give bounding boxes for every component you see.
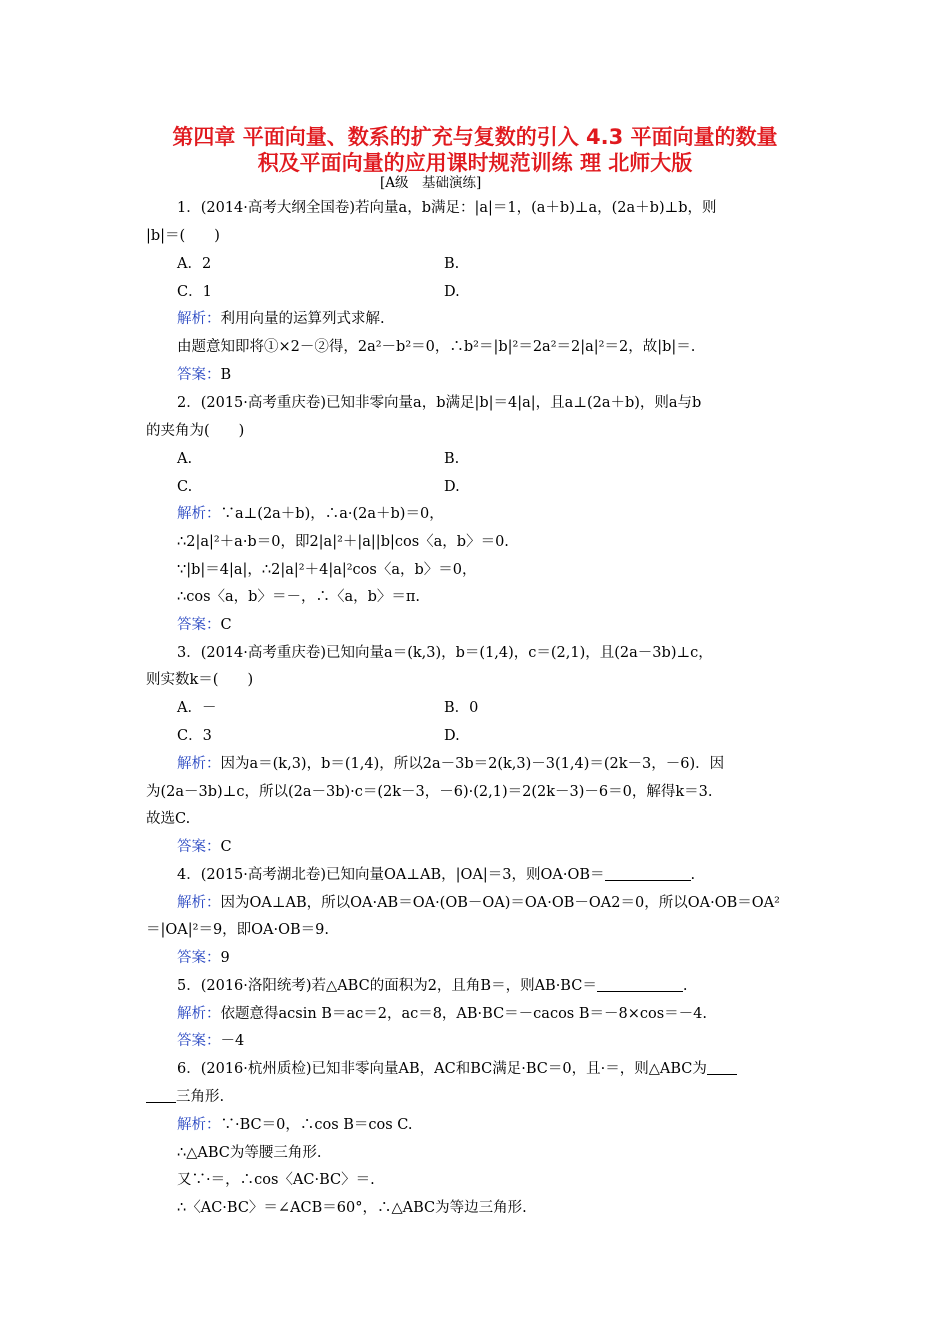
q1-option-d: D. — [444, 284, 460, 300]
q4-stem: 4．(2015·高考湖北卷)已知向量OA⊥AB，|OA|＝3，则OA·OB＝ . — [177, 867, 696, 883]
q1-option-c: C．1 — [177, 284, 212, 300]
q6-analysis-line4: ∴〈AC·BC〉＝∠ACB＝60°，∴△ABC为等边三角形. — [177, 1200, 527, 1216]
q6-stem-text1: 6．(2016·杭州质检)已知非零向量AB，AC和BC满足·BC＝0，且·＝，则△ABC为 — [177, 1061, 707, 1077]
q2-analysis-text1: ∵a⊥(2a＋b)，∴a·(2a＋b)＝0， — [220, 506, 444, 522]
q5-stem: 5．(2016·洛阳统考)若△ABC的面积为2，且角B＝，则AB·BC＝ . — [177, 978, 688, 994]
q3-analysis-line3: 故选C. — [146, 811, 191, 827]
document-title-line1: 第四章 平面向量、数系的扩充与复数的引入 4.3 平面向量的数量 — [172, 125, 778, 149]
answer-label: 答案： — [177, 839, 221, 855]
q2-option-c: C. — [177, 479, 193, 495]
q2-option-a: A. — [177, 451, 193, 467]
q3-stem-line1: 3．(2014·高考重庆卷)已知向量a＝(k,3)，b＝(1,4)，c＝(2,1)，且(2a－3b)⊥c， — [177, 645, 713, 661]
q2-answer-value: C — [220, 617, 232, 633]
answer-label: 答案： — [177, 367, 221, 383]
q1-option-b: B. — [444, 256, 460, 272]
q1-analysis-line2: 由题意知即将①×2－②得，2a²－b²＝0，∴b²＝|b|²＝2a²＝2|a|²＝2，故|b|＝. — [177, 339, 696, 355]
q3-answer — [177, 837, 232, 857]
q3-stem-line2: 则实数k＝( ) — [146, 672, 254, 688]
q1-answer-value: B — [220, 367, 232, 383]
analysis-label: 解析： — [177, 311, 221, 327]
q6-analysis-line3: 又∵·＝，∴cos〈AC·BC〉＝. — [177, 1172, 375, 1188]
q5-blank — [597, 977, 683, 992]
analysis-label: 解析： — [177, 1006, 221, 1022]
q1-analysis-line1 — [177, 309, 385, 329]
answer-label: 答案： — [177, 1033, 221, 1049]
q6-blank-part2 — [146, 1088, 176, 1103]
q4-analysis-line2: ＝|OA|²＝9，即OA·OB＝9. — [146, 922, 330, 938]
q5-answer — [177, 1031, 244, 1051]
q4-stem-text: 4．(2015·高考湖北卷)已知向量OA⊥AB，|OA|＝3，则OA·OB＝ — [177, 867, 605, 883]
q4-analysis-text1: 因为OA⊥AB，所以OA·AB＝OA·(OB－OA)＝OA·OB－OA2＝0，所以OA·OB＝OA² — [220, 895, 780, 911]
q2-stem-line1: 2．(2015·高考重庆卷)已知非零向量a，b满足|b|＝4|a|，且a⊥(2a＋b)，则a与b — [177, 395, 702, 411]
analysis-label: 解析： — [177, 506, 221, 522]
q6-analysis-line2: ∴△ABC为等腰三角形. — [177, 1145, 322, 1161]
q4-analysis-line1 — [177, 893, 780, 913]
q6-stem-line1 — [177, 1059, 737, 1079]
q1-analysis-text1: 利用向量的运算列式求解. — [220, 311, 385, 327]
answer-label: 答案： — [177, 617, 221, 633]
q2-analysis-line3: ∵|b|＝4|a|，∴2|a|²＋4|a|²cos〈a，b〉＝0， — [177, 562, 477, 578]
analysis-label: 解析： — [177, 756, 221, 772]
q2-analysis-line2: ∴2|a|²＋a·b＝0，即2|a|²＋|a||b|cos〈a，b〉＝0. — [177, 534, 509, 550]
q2-analysis-line1 — [177, 504, 444, 524]
analysis-label: 解析： — [177, 1117, 221, 1133]
q1-answer — [177, 365, 231, 385]
q6-stem-line2 — [146, 1087, 224, 1107]
q3-analysis-line2: 为(2a－3b)⊥c，所以(2a－3b)·c＝(2k－3，－6)·(2,1)＝2(2k－3)－6＝0，解得k＝3. — [146, 784, 713, 800]
q2-analysis-line4: ∴cos〈a，b〉＝－，∴〈a，b〉＝π. — [177, 589, 421, 605]
q5-stem-text: 5．(2016·洛阳统考)若△ABC的面积为2，且角B＝，则AB·BC＝ — [177, 978, 597, 994]
q6-blank-part1 — [707, 1060, 737, 1075]
document-title-line2: 积及平面向量的应用课时规范训练 理 北师大版 — [257, 151, 693, 175]
q4-blank — [605, 866, 691, 881]
q6-analysis-text1: ∵·BC＝0，∴cos B＝cos C. — [220, 1117, 413, 1133]
q2-option-d: D. — [444, 479, 460, 495]
q3-option-c: C．3 — [177, 728, 212, 744]
q2-stem-line2: 的夹角为( ) — [146, 423, 245, 439]
q1-option-a: A．2 — [177, 256, 212, 272]
q5-analysis-line1 — [177, 1004, 707, 1024]
q3-option-b: B．0 — [444, 700, 479, 716]
q5-analysis-text1: 依题意得acsin B＝ac＝2，ac＝8，AB·BC＝－cacos B＝－8×cos＝－4. — [220, 1006, 708, 1022]
q1-stem-line1: 1．(2014·高考大纲全国卷)若向量a，b满足：|a|＝1，(a＋b)⊥a，(2a＋b)⊥b，则 — [177, 200, 717, 216]
q3-analysis-text1: 因为a＝(k,3)，b＝(1,4)，所以2a－3b＝2(k,3)－3(1,4)＝(2k－3，－6)．因 — [220, 756, 725, 772]
section-heading: [A级 基础演练] — [380, 175, 482, 191]
q5-answer-value: －4 — [220, 1033, 245, 1049]
q3-option-d: D. — [444, 728, 460, 744]
q2-answer — [177, 615, 232, 635]
analysis-label: 解析： — [177, 895, 221, 911]
q1-stem-line2: |b|＝( ) — [146, 228, 220, 244]
q3-option-a: A．－ — [177, 700, 217, 716]
answer-label: 答案： — [177, 950, 221, 966]
q2-option-b: B. — [444, 451, 460, 467]
q4-answer — [177, 948, 230, 968]
q4-answer-value: 9 — [220, 950, 230, 966]
q6-stem-text2: 三角形. — [176, 1089, 225, 1105]
q3-answer-value: C — [220, 839, 232, 855]
q3-analysis-line1 — [177, 754, 724, 774]
q6-analysis-line1 — [177, 1115, 413, 1135]
